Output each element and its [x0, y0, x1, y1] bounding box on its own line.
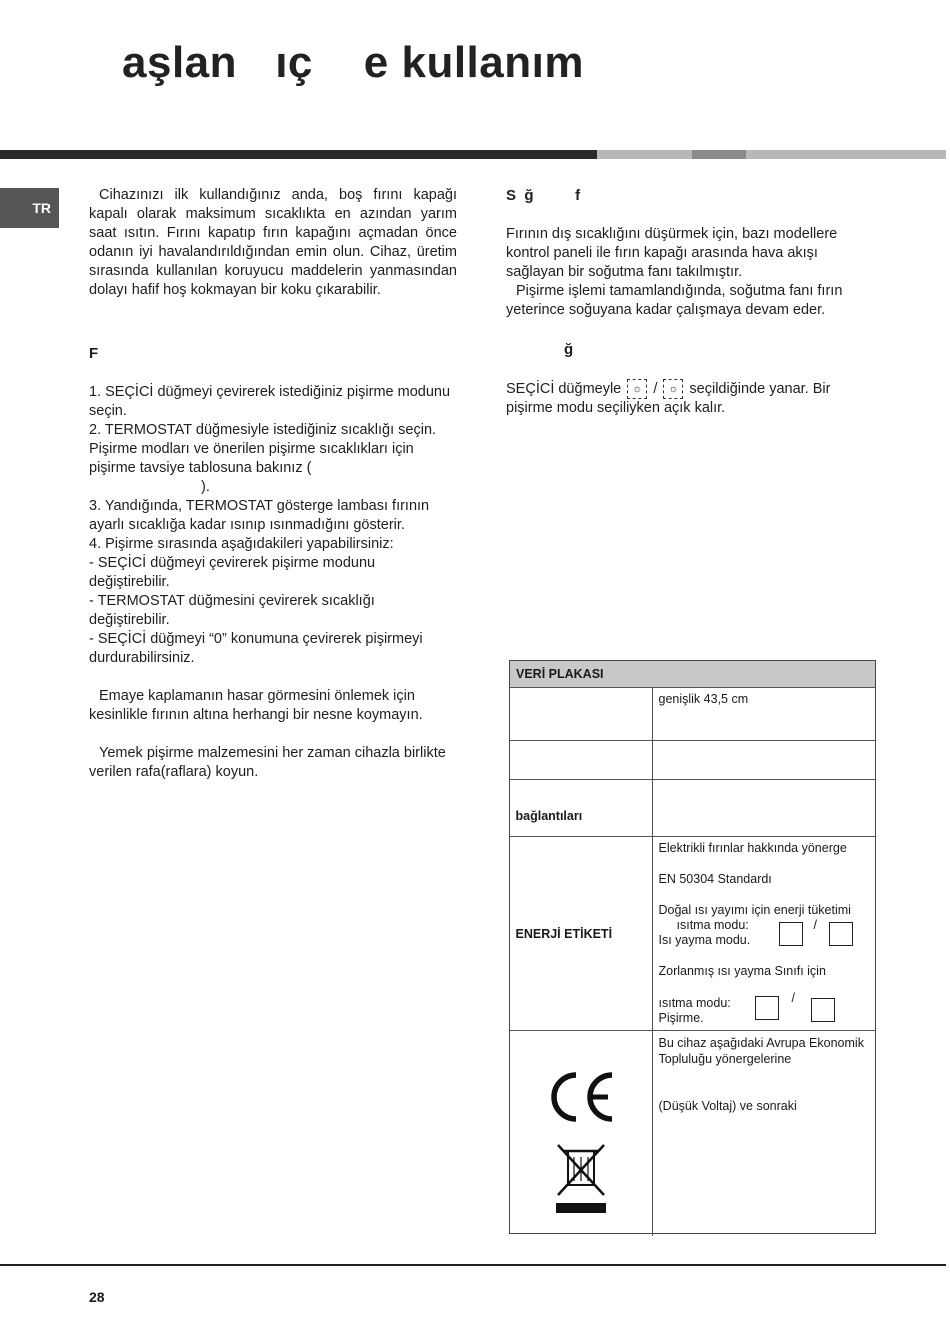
weee-bin-icon	[554, 1143, 610, 1219]
fan-heading: S ğ f	[506, 187, 581, 204]
step-2-end: ).	[201, 479, 210, 495]
table-row	[510, 780, 876, 837]
header-bar-segment	[692, 150, 746, 159]
intro-paragraph: Cihazınızı ilk kullandığınız anda, boş fırını kapağı kapalı olarak maksimum sıcaklıkta en azından yarım saat ısıtın. Fırını kapatıp fırın kapağını açmadan önce odanın iyi havalandırıldığından emin olun. Cihaz, üretim sırasında kullanılan koruyucu maddelerin yanmasından dolayı hafif hoş kokmayan bir koku çıkarabilir.	[89, 187, 457, 298]
energy-forced-mode: ısıtma modu:	[658, 996, 731, 1010]
right-column	[506, 186, 866, 418]
energy-forced-mode-2: Pişirme.	[658, 1011, 704, 1025]
page-title: aşlan ıç e kullanım	[122, 38, 584, 87]
table-row	[510, 741, 876, 780]
eu-text: Bu cihaz aşağıdaki Avrupa Ekonomik Topluluğu yönergelerine	[658, 1036, 864, 1066]
light-text	[506, 379, 866, 418]
table-row	[510, 688, 876, 741]
fan-mode-icon	[811, 998, 835, 1022]
dimensions-value: genişlik 43,5 cm	[652, 688, 876, 741]
table-cell	[652, 780, 876, 837]
header-bar-segment	[746, 150, 946, 159]
eu-text-2: (Düşük Voltaj) ve sonraki	[658, 1099, 797, 1113]
lamp-icon: ☼	[627, 379, 647, 399]
table-row-eu	[510, 1031, 876, 1236]
step-4: 4. Pişirme sırasında aşağıdakileri yapabilirsiniz:	[89, 536, 394, 552]
table-cell	[510, 688, 653, 741]
energy-label: ENERJİ ETİKETİ	[510, 837, 653, 1031]
symbols-cell	[510, 1031, 653, 1236]
section-heading: F	[89, 345, 99, 362]
ce-mark-icon	[546, 1067, 616, 1127]
energy-natural-mode-2: Isı yayma modu.	[658, 933, 751, 947]
energy-standard: EN 50304 Standardı	[658, 872, 772, 886]
slash: /	[653, 380, 658, 397]
step-4b: - TERMOSTAT düğmesini çevirerek sıcaklığı değiştirebilir.	[89, 593, 375, 628]
energy-natural-mode: ısıtma modu:	[676, 918, 749, 932]
left-column	[89, 186, 457, 782]
page-number: 28	[89, 1289, 105, 1305]
note-rack: Yemek pişirme malzemesini her zaman cihazla birlikte verilen rafa(raflara) koyun.	[89, 745, 446, 780]
header-bar-segment	[597, 150, 692, 159]
step-4a: - SEÇİCİ düğmeyi çevirerek pişirme modunu değiştirebilir.	[89, 555, 376, 590]
table-row-energy	[510, 837, 876, 1031]
eu-compliance-cell	[652, 1031, 876, 1236]
slash: /	[813, 918, 817, 932]
fan-text: Fırının dış sıcaklığını düşürmek için, bazı modellere kontrol paneli ile fırın kapağı arasında hava akışı sağlayan bir soğutma fanı takılmıştır.	[506, 226, 838, 280]
data-plate-table	[509, 660, 876, 1236]
oven-mode-icon	[829, 922, 853, 946]
fan-mode-icon	[755, 996, 779, 1020]
note-enamel: Emaye kaplamanın hasar görmesini önlemek için kesinlikle fırının altına herhangi bir nesne koymayın.	[89, 688, 423, 723]
data-plate-header: VERİ PLAKASI	[510, 661, 876, 688]
slash: /	[791, 991, 795, 1005]
step-1: 1. SEÇİCİ düğmeyi çevirerek istediğiniz pişirme modunu seçin.	[89, 384, 451, 419]
footer-rule	[0, 1264, 946, 1266]
header-bar-dark	[0, 150, 597, 159]
connections-label: bağlantıları	[510, 780, 653, 837]
light-text-a: SEÇİCİ düğmeyle	[506, 380, 622, 397]
energy-details	[652, 837, 876, 1031]
fan-text-2: Pişirme işlemi tamamlandığında, soğutma fanı fırın yeterince soğuyana kadar çalışmaya devam eder.	[506, 283, 843, 318]
lamp-icon: ☼	[663, 379, 683, 399]
light-heading: ğ	[564, 341, 574, 358]
table-cell	[652, 741, 876, 780]
energy-natural: Doğal ısı yayımı için enerji tüketimi	[658, 903, 851, 917]
language-tab: TR	[0, 188, 59, 228]
step-2: 2. TERMOSTAT düğmesiyle istediğiniz sıcaklığı seçin. Pişirme modları ve önerilen pişirme sıcaklıkları için pişirme tavsiye tablosuna bakınız (	[89, 422, 437, 476]
step-4c: - SEÇİCİ düğmeyi “0” konumuna çevirerek pişirmeyi durdurabilirsiniz.	[89, 631, 423, 666]
table-cell	[510, 741, 653, 780]
energy-directive: Elektrikli fırınlar hakkında yönerge	[658, 841, 847, 855]
step-3: 3. Yandığında, TERMOSTAT gösterge lambası fırının ayarlı sıcaklığa kadar ısınıp ısınmadığını gösterir.	[89, 498, 430, 533]
table-header-row	[510, 661, 876, 688]
conventional-mode-icon	[779, 922, 803, 946]
energy-forced: Zorlanmış ısı yayma Sınıfı için	[658, 964, 826, 978]
light-text-b: seçildiğinde yanar. Bir pişirme modu seçiliyken açık kalır.	[506, 380, 831, 416]
